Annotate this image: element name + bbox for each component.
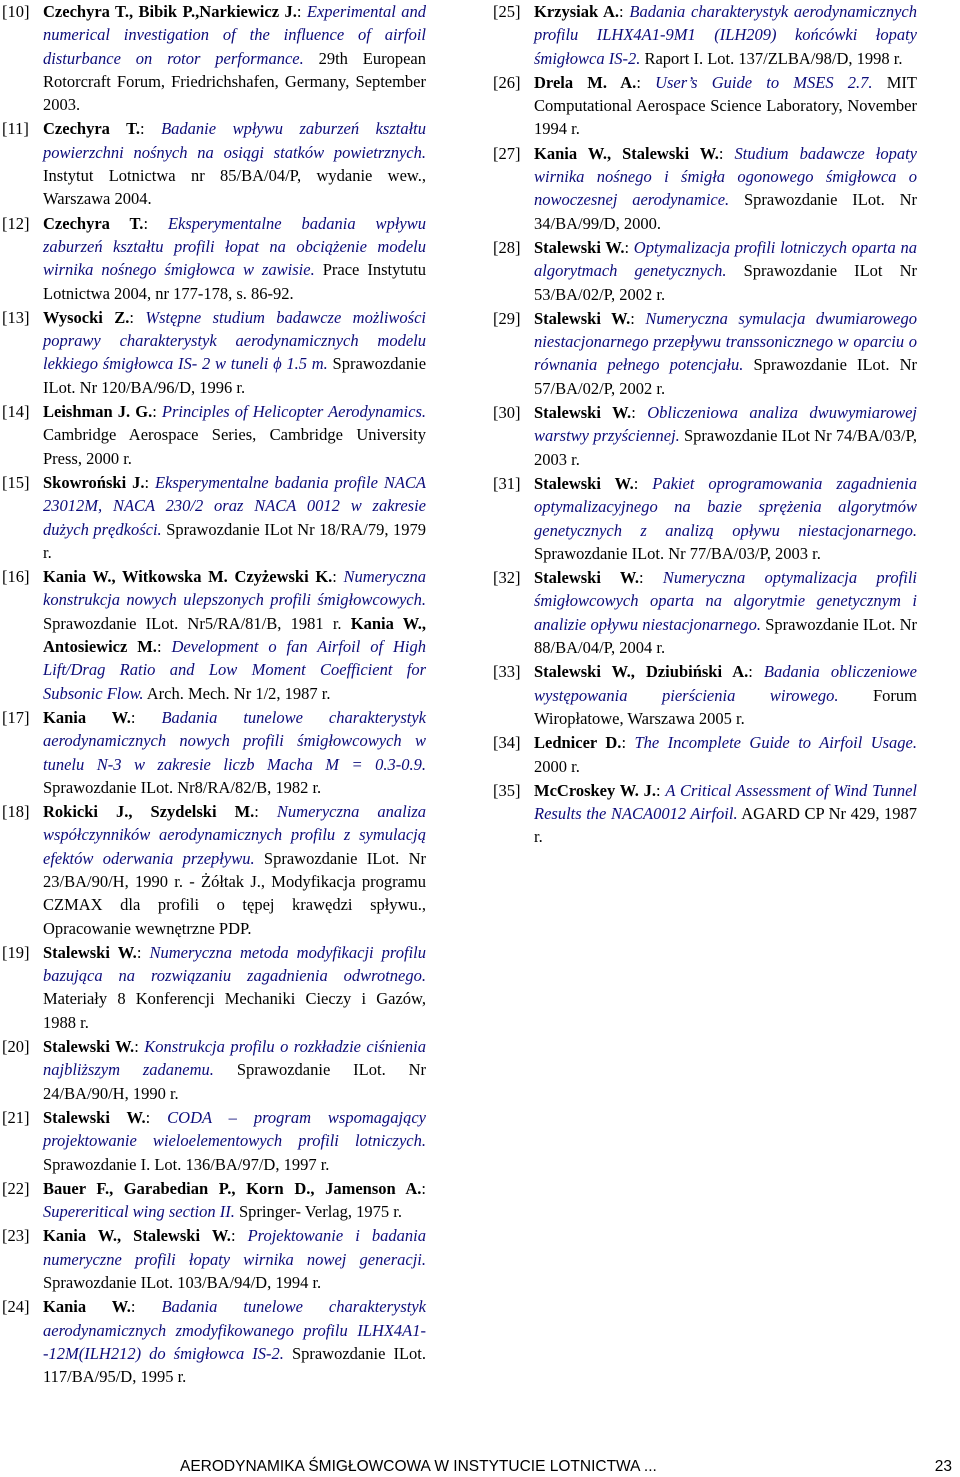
reference-source: Prace Instytutu Lotnictwa 2004, nr 177-178, s. 86-92. <box>43 260 427 303</box>
reference-number: [26] <box>493 72 521 92</box>
page-number: 23 <box>934 1458 952 1475</box>
reference-authors: Czechyra T. <box>43 213 144 233</box>
reference-number: [14] <box>2 402 30 422</box>
reference-title: Eksperymentalne badania wpływu zaburzeń kształtu profili łopat na obciążenie modelu wirnika nośnego śmigłowca w zawisie. <box>43 213 426 280</box>
reference-title: Principles of Helicopter Aerodynamics. <box>161 402 426 422</box>
reference-item: [12] Czechyra T.: Eksperymentalne badania wpływu zaburzeń kształtu profili łopat na obciążenie modelu wirnika nośnego śmigłowca w zawisie. Prace Instytutu Lotnictwa 2004, nr 177-178, s. 86-92. <box>2 213 427 303</box>
reference-source: Sprawozdanie I. Lot. 136/BA/97/D, 1997 r. <box>43 1154 330 1174</box>
reference-item: [28] Stalewski W.: Optymalizacja profili lotniczych oparta na algorytmach genetycznych. Sprawozdanie ILot Nr 53/BA/02/P, 2002 r. <box>493 237 917 304</box>
reference-source: Sprawozdanie ILot. Nr 23/BA/90/H, 1990 r. - Żółtak J., Modyfikacja programu CZMAX dla profili o tępej krawędzi spływu., Opracowanie wewnętrzne PDP. <box>43 848 426 938</box>
reference-title: Studium badawcze łopaty wirnika nośnego i śmigła ogonowego śmigłowca o nowoczesnej aerodynamice. <box>534 143 917 210</box>
reference-number: [18] <box>2 802 30 822</box>
reference-source: MIT Computational Aerospace Science Laboratory, November 1994 r. <box>534 72 917 139</box>
reference-number: [15] <box>2 472 30 492</box>
reference-title: Experimental and numerical investigation of the influence of airfoil disturbance on rotor performance. <box>43 2 426 68</box>
reference-item: [27] Kania W., Stalewski W.: Studium badawcze łopaty wirnika nośnego i śmigła ogonowego śmigłowca o nowoczesnej aerodynamice. Sprawozdanie ILot. Nr 34/BA/99/D, 2000. <box>493 143 917 233</box>
reference-authors: Kania W., Stalewski W. <box>534 143 719 163</box>
reference-title: Konstrukcja profilu o rozkładzie ciśnienia najbliższym zadanemu. <box>43 1037 426 1080</box>
reference-title: Optymalizacja profili lotniczych oparta na algorytmach genetycznych. <box>534 237 917 281</box>
reference-source: AGARD CP Nr 429, 1987 r. <box>534 804 918 847</box>
reference-title: Projektowanie i badania numeryczne profili łopaty wirnika nowej generacji. <box>43 1226 426 1269</box>
reference-authors: Kania W. <box>43 1297 131 1317</box>
reference-source: Springer- Verlag, 1975 r. <box>238 1202 402 1222</box>
reference-authors: Stalewski W. <box>43 942 137 962</box>
reference-item: [14] Leishman J. G.: Principles of Helicopter Aerodynamics. Cambridge Aerospace Series, Cambridge University Press, 2000 r. <box>2 402 426 468</box>
reference-source: Sprawozdanie ILot. Nr8/RA/82/B, 1982 r. <box>43 777 322 797</box>
reference-source: 29th European Rotorcraft Forum, Friedrichshafen, Germany, September 2003. <box>43 48 427 115</box>
reference-item: [31] Stalewski W.: Pakiet oprogramowania zagadnienia optymalizacyjnego na bazie sprężenia algorytmów genetycznych z analizą opływu niestacjonarnego. Sprawozdanie ILot. Nr 77/BA/03/P, 2003 r. <box>493 473 918 563</box>
reference-source: Sprawozdanie ILot Nr 18/RA/79, 1979 r. <box>43 519 427 562</box>
reference-item: [15] Skowroński J.: Eksperymentalne badania profile NACA 23012M, NACA 230/2 oraz NACA 0012 w zakresie dużych prędkości. Sprawozdanie ILot Nr 18/RA/79, 1979 r. <box>2 472 427 562</box>
reference-number: [33] <box>493 662 521 682</box>
reference-source: Sprawozdanie ILot. 117/BA/95/D, 1995 r. <box>43 1343 426 1387</box>
reference-authors: Lednicer D. <box>534 733 622 753</box>
reference-source: Sprawozdanie ILot Nr 53/BA/02/P, 2002 r. <box>534 261 917 304</box>
reference-authors-second: Kania W., Antosiewicz M. <box>43 613 426 657</box>
reference-title-second: Development o fan Airfoil of High Lift/Drag Ratio and Low Moment Coefficient for Subsonic Flow. <box>43 637 426 703</box>
reference-item: [32] Stalewski W.: Numeryczna optymalizacja profili śmigłowcowych oparta na algorytmie genetycznym i analizie opływu niestacjonarnego. Sprawozdanie ILot. Nr 88/BA/04/P, 2004 r. <box>493 568 917 658</box>
reference-number: [28] <box>493 237 521 257</box>
reference-item: [16] Kania W., Witkowska M. Czyżewski K.: Numeryczna konstrukcja nowych ulepszonych profili śmigłowcowych. Sprawozdanie ILot. Nr5/RA/81/B, 1981 r. Kania W., Antosiewicz M.: Development o fan Airfoil of High Lift/Drag Ratio and Low Moment Coefficient for Subsonic Flow. Arch. Mech. Nr 1/2, 1987 r. <box>2 567 426 703</box>
reference-authors: Kania W. <box>43 707 131 727</box>
reference-source: Materiały 8 Konferencji Mechaniki Cieczy i Gazów, 1988 r. <box>43 989 426 1032</box>
reference-item: [20] Stalewski W.: Konstrukcja profilu o rozkładzie ciśnienia najbliższym zadanemu. Sprawozdanie ILot. Nr 24/BA/90/H, 1990 r. <box>2 1037 427 1103</box>
reference-source: Sprawozdanie ILot. Nr 24/BA/90/H, 1990 r. <box>43 1060 427 1103</box>
reference-title: Numeryczna konstrukcja nowych ulepszonych profili śmigłowcowych. <box>43 567 426 610</box>
reference-number: [21] <box>2 1107 30 1127</box>
reference-authors: Skowroński J. <box>43 472 145 492</box>
reference-source: Sprawozdanie ILot. Nr 77/BA/03/P, 2003 r. <box>534 543 821 563</box>
references-column-right <box>493 0 917 850</box>
references-column-left <box>2 0 426 1390</box>
reference-authors: Stalewski W. <box>534 403 632 423</box>
reference-item: [34] Lednicer D.: The Incomplete Guide to Airfoil Usage. 2000 r. <box>493 733 918 776</box>
reference-number: [16] <box>2 567 30 587</box>
reference-title: Pakiet oprogramowania zagadnienia optymalizacyjnego na bazie sprężenia algorytmów genetycznych z analizą opływu niestacjonarnego. <box>534 473 918 540</box>
reference-item: [13] Wysocki Z.: Wstępne studium badawcze możliwości poprawy charakterystyk aerodynamicznych modelu lekkiego śmigłowca IS- 2 w tuneli ϕ 1.5 m. Sprawozdanie ILot. Nr 120/BA/96/D, 1996 r. <box>2 307 427 397</box>
reference-title: CODA – program wspomagający projektowanie wieloelementowych profili lotniczych. <box>43 1107 426 1151</box>
reference-title: Numeryczna analiza współczynników aerodynamicznych profilu z symulacją efektów oderwania przepływu. <box>43 802 426 868</box>
reference-title: Badania charakterystyk aerodynamicznych profilu ILHX4A1-9M1 (ILH209) końcówki łopaty śmigłowca IS-2. <box>534 2 917 68</box>
reference-source: Cambridge Aerospace Series, Cambridge University Press, 2000 r. <box>43 425 426 468</box>
reference-number: [35] <box>493 780 521 800</box>
reference-title: Numeryczna metoda modyfikacji profilu bazująca na rozwiązaniu zagadnienia odwrotnego. <box>43 942 426 986</box>
reference-source: Sprawozdanie ILot. Nr5/RA/81/B, 1981 r. <box>43 613 342 633</box>
reference-item: [25] Krzysiak A.: Badania charakterystyk aerodynamicznych profilu ILHX4A1-9M1 (ILH209) końcówki łopaty śmigłowca IS-2. Raport I. Lot. 137/ZLBA/98/D, 1998 r. <box>493 2 917 68</box>
reference-item: [11] Czechyra T.: Badanie wpływu zaburzeń kształtu powierzchni nośnych na osiągi statków powietrznych. Instytut Lotnictwa nr 85/BA/04/P, wydanie wew., Warszawa 2004. <box>2 119 426 209</box>
reference-source: Instytut Lotnictwa nr 85/BA/04/P, wydanie wew., Warszawa 2004. <box>43 166 426 209</box>
reference-title: Supereritical wing section II. <box>43 1202 235 1222</box>
reference-title: Numeryczna optymalizacja profili śmigłowcowych oparta na algorytmie genetycznym i analizie opływu niestacjonarnego. <box>534 568 917 634</box>
reference-authors: Czechyra T., Bibik P.,Narkiewicz J. <box>43 2 297 21</box>
reference-title: Obliczeniowa analiza dwuwymiarowej warstwy przyściennej. <box>534 403 917 446</box>
reference-title: Badania tunelowe charakterystyk aerodynamicznych zmodyfikowanego profilu ILHX4A1--12M(ILH212) do śmigłowca IS-2. <box>43 1297 426 1363</box>
reference-authors: Kania W., Stalewski W. <box>43 1226 231 1246</box>
reference-item: [23] Kania W., Stalewski W.: Projektowanie i badania numeryczne profili łopaty wirnika nowej generacji. Sprawozdanie ILot. 103/BA/94/D, 1994 r. <box>2 1226 426 1293</box>
reference-item: [21] Stalewski W.: CODA – program wspomagający projektowanie wieloelementowych profili lotniczych. Sprawozdanie I. Lot. 136/BA/97/D, 1997 r. <box>2 1107 426 1174</box>
reference-authors: Czechyra T. <box>43 119 140 139</box>
reference-authors: Stalewski W. <box>534 308 631 328</box>
reference-number: [24] <box>2 1297 30 1317</box>
reference-authors: Stalewski W. <box>534 237 625 257</box>
reference-source: Forum Wiropłatowe, Warszawa 2005 r. <box>534 685 918 728</box>
reference-source: Sprawozdanie ILot Nr 74/BA/03/P, 2003 r. <box>534 426 917 469</box>
reference-authors: Bauer F., Garabedian P., Korn D., Jamenson A. <box>43 1178 422 1198</box>
running-footer-title: AERODYNAMIKA ŚMIGŁOWCOWA W INSTYTUCIE LOTNICTWA ... <box>180 1458 657 1475</box>
reference-authors: McCroskey W. J. <box>534 780 657 800</box>
reference-authors: Stalewski W. <box>43 1107 146 1127</box>
reference-number: [13] <box>2 307 30 327</box>
reference-number: [27] <box>493 143 521 163</box>
reference-number: [19] <box>2 942 30 962</box>
reference-authors: Rokicki J., Szydelski M. <box>43 802 255 822</box>
reference-item: [30] Stalewski W.: Obliczeniowa analiza dwuwymiarowej warstwy przyściennej. Sprawozdanie ILot Nr 74/BA/03/P, 2003 r. <box>493 403 917 469</box>
reference-title: Wstępne studium badawcze możliwości poprawy charakterystyk aerodynamicznych modelu lekkiego śmigłowca IS- 2 w tuneli ϕ 1.5 m. <box>43 307 426 374</box>
reference-title: Badania tunelowe charakterystyk aerodynamicznych nowych profili śmigłowcowych w tunelu N-3 w zakresie liczb Macha M = 0.3-0.9. <box>43 707 426 774</box>
reference-item: [22] Bauer F., Garabedian P., Korn D., Jamenson A.: Supereritical wing section II. Springer- Verlag, 1975 r. <box>2 1178 426 1222</box>
reference-item: [35] McCroskey W. J.: A Critical Assessment of Wind Tunnel Results the NACA0012 Airfoil. AGARD CP Nr 429, 1987 r. <box>493 780 918 847</box>
reference-source: Sprawozdanie ILot. Nr 34/BA/99/D, 2000. <box>534 190 917 233</box>
reference-item: [29] Stalewski W.: Numeryczna symulacja dwumiarowego niestacjonarnego przepływu transsonicznego w oparciu o równania pełnego potencjału. Sprawozdanie ILot. Nr 57/BA/02/P, 2002 r. <box>493 308 917 398</box>
reference-authors: Stalewski W. <box>534 568 639 588</box>
reference-source: Sprawozdanie ILot. Nr 88/BA/04/P, 2004 r. <box>534 614 917 658</box>
reference-number: [20] <box>2 1037 30 1057</box>
reference-item: [24] Kania W.: Badania tunelowe charakterystyk aerodynamicznych zmodyfikowanego profilu ILHX4A1--12M(ILH212) do śmigłowca IS-2. Sprawozdanie ILot. 117/BA/95/D, 1995 r. <box>2 1297 426 1387</box>
reference-title: The Incomplete Guide to Airfoil Usage. <box>634 733 918 753</box>
reference-authors: Stalewski W. <box>43 1037 135 1057</box>
reference-title: User’s Guide to MSES 2.7. <box>655 72 873 92</box>
reference-number: [10] <box>2 2 30 21</box>
reference-item: [18] Rokicki J., Szydelski M.: Numeryczna analiza współczynników aerodynamicznych profilu z symulacją efektów oderwania przepływu. Sprawozdanie ILot. Nr 23/BA/90/H, 1990 r. - Żółtak J., Modyfikacja programu CZMAX dla profili o tępej krawędzi spływu., Opracowanie wewnętrzne PDP. <box>2 802 426 938</box>
reference-number: [25] <box>493 2 521 21</box>
reference-number: [31] <box>493 473 521 493</box>
reference-number: [17] <box>2 707 30 727</box>
reference-title: Badania obliczeniowe występowania pierścienia wirowego. <box>534 662 917 705</box>
reference-item: [17] Kania W.: Badania tunelowe charakterystyk aerodynamicznych nowych profili śmigłowcowych w tunelu N-3 w zakresie liczb Macha M = 0.3-0.9. Sprawozdanie ILot. Nr8/RA/82/B, 1982 r. <box>2 707 426 797</box>
reference-number: [30] <box>493 403 521 423</box>
reference-authors: Krzysiak A. <box>534 2 620 21</box>
reference-title: Eksperymentalne badania profile NACA 23012M, NACA 230/2 oraz NACA 0012 w zakresie dużych prędkości. <box>43 472 426 539</box>
reference-number: [23] <box>2 1226 30 1246</box>
reference-number: [11] <box>2 119 29 139</box>
reference-authors: Stalewski W. <box>534 473 634 493</box>
reference-authors: Drela M. A. <box>534 72 637 92</box>
reference-authors: Kania W., Witkowska M. Czyżewski K. <box>43 567 333 587</box>
reference-source: Sprawozdanie ILot. 103/BA/94/D, 1994 r. <box>43 1273 322 1293</box>
reference-title: Badanie wpływu zaburzeń kształtu powierzchni nośnych na osiągi statków powietrznych. <box>43 119 426 162</box>
reference-number: [29] <box>493 308 521 328</box>
reference-item: [26] Drela M. A.: User’s Guide to MSES 2.7. MIT Computational Aerospace Science Laboratory, November 1994 r. <box>493 72 917 139</box>
reference-title: A Critical Assessment of Wind Tunnel Results the NACA0012 Airfoil. <box>534 780 917 824</box>
reference-authors: Leishman J. G. <box>43 402 153 422</box>
reference-number: [12] <box>2 213 30 233</box>
reference-source-second: Arch. Mech. Nr 1/2, 1987 r. <box>146 683 331 703</box>
reference-item: [19] Stalewski W.: Numeryczna metoda modyfikacji profilu bazująca na rozwiązaniu zagadnienia odwrotnego. Materiały 8 Konferencji Mechaniki Cieczy i Gazów, 1988 r. <box>2 942 426 1032</box>
reference-title: Numeryczna symulacja dwumiarowego niestacjonarnego przepływu transsonicznego w oparciu o równania pełnego potencjału. <box>534 308 917 375</box>
reference-number: [32] <box>493 568 521 588</box>
reference-item: [33] Stalewski W., Dziubiński A.: Badania obliczeniowe występowania pierścienia wirowego. Forum Wiropłatowe, Warszawa 2005 r. <box>493 662 918 728</box>
reference-authors: Wysocki Z. <box>43 307 130 327</box>
reference-number: [22] <box>2 1178 30 1198</box>
reference-authors: Stalewski W., Dziubiński A. <box>534 662 749 682</box>
reference-item: [10] Czechyra T., Bibik P.,Narkiewicz J.: Experimental and numerical investigation of the influence of airfoil disturbance on rotor performance. 29th European Rotorcraft Forum, Friedrichshafen, Germany, September 2003. <box>2 2 427 115</box>
reference-source: Sprawozdanie ILot. Nr 120/BA/96/D, 1996 r. <box>43 354 427 397</box>
reference-source: Raport I. Lot. 137/ZLBA/98/D, 1998 r. <box>644 48 903 68</box>
reference-source: Sprawozdanie ILot. Nr 57/BA/02/P, 2002 r. <box>534 355 917 398</box>
reference-number: [34] <box>493 733 521 753</box>
reference-source: 2000 r. <box>534 756 580 776</box>
